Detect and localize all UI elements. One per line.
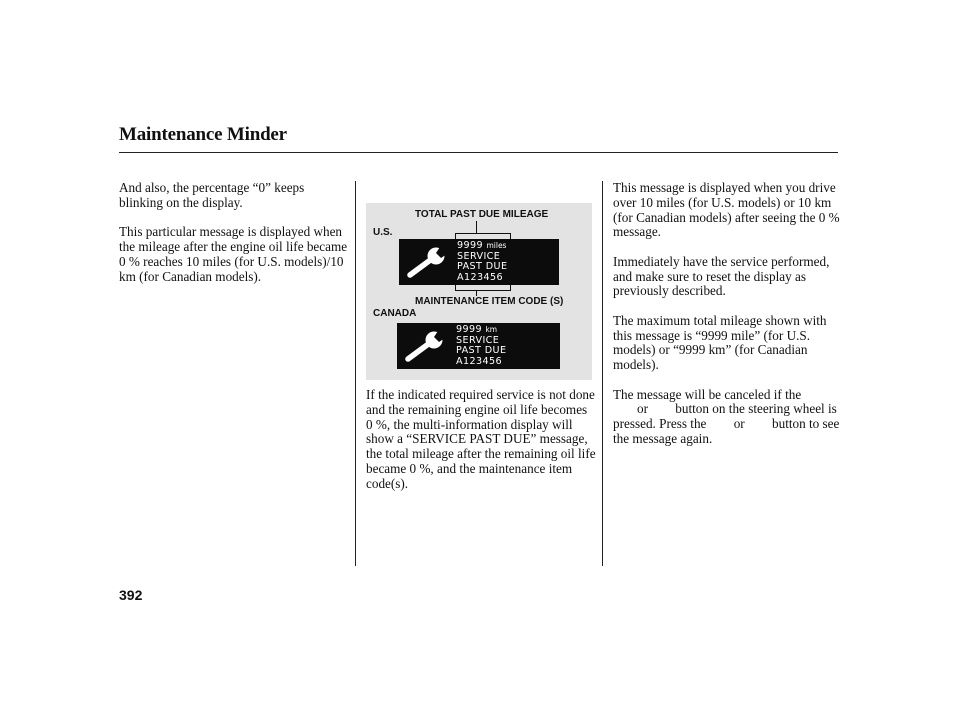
- title-rule: [119, 152, 838, 153]
- canada-past-due-text: PAST DUE: [456, 345, 507, 356]
- canada-mileage-row: [456, 325, 497, 336]
- right-paragraph-2: Immediately have the service performed, and make sure to reset the display as previously described.: [613, 253, 830, 299]
- column-divider-left: [355, 181, 356, 566]
- right-column: [613, 181, 845, 461]
- canada-item-code: A123456: [456, 355, 502, 367]
- column-divider-right: [602, 181, 603, 566]
- left-paragraph-1: And also, the percentage “0” keeps blinking on the display.: [119, 180, 305, 210]
- page-number: 392: [119, 587, 143, 603]
- canada-lcd-display: [397, 323, 560, 369]
- us-mileage-row: [457, 241, 506, 252]
- us-past-due-text: PAST DUE: [457, 261, 508, 272]
- right-paragraph-4: [613, 388, 845, 447]
- label-canada: CANADA: [373, 308, 417, 319]
- p4-text-b: button on the steering wheel is pressed. Press the: [613, 401, 837, 432]
- left-paragraph-2: This particular message is displayed when the mileage after the engine oil life became 0 % reaches 10 miles (for U.S. models)/10 km (for Canadian models).: [119, 224, 348, 284]
- middle-column: [366, 388, 596, 506]
- label-us: U.S.: [373, 227, 393, 238]
- label-total-past-due-mileage: TOTAL PAST DUE MILEAGE: [415, 209, 549, 220]
- label-maintenance-item-code: MAINTENANCE ITEM CODE (S): [415, 296, 564, 307]
- right-paragraph-1: This message is displayed when you drive over 10 miles (for U.S. models) or 10 km (for Canadian models) after seeing the 0 % message.: [613, 180, 840, 240]
- stem-total-mileage: [476, 221, 477, 233]
- p4-text-a: The message will be canceled if the: [613, 386, 802, 402]
- left-column: [119, 181, 349, 299]
- p4-or-2: or: [733, 416, 745, 432]
- bracket-item-code: [455, 285, 511, 291]
- wrench-icon: [405, 330, 447, 362]
- middle-paragraph-1: If the indicated required service is not done and the remaining engine oil life becomes 0 %, the multi-information display will show a “SERVICE PAST DUE” message, the total mileage after the remaining oil life became 0 %, and the maintenance item code(s).: [366, 387, 596, 491]
- us-service-text: SERVICE: [457, 250, 501, 262]
- us-item-code: A123456: [457, 271, 503, 283]
- canada-service-text: SERVICE: [456, 334, 500, 346]
- page-title: Maintenance Minder: [119, 124, 287, 145]
- us-mileage-value: 9999: [457, 240, 484, 251]
- canada-mileage-unit: km: [485, 325, 498, 334]
- us-lcd-display: [399, 239, 559, 285]
- canada-mileage-value: 9999: [456, 324, 483, 335]
- right-paragraph-3: The maximum total mileage shown with this message is “9999 mile” (for U.S. models) or “9999 km” (for Canadian models).: [613, 312, 827, 373]
- service-past-due-figure: [366, 203, 592, 380]
- us-mileage-unit: miles: [486, 241, 507, 250]
- wrench-icon: [407, 246, 449, 278]
- p4-or-1: or: [637, 401, 648, 417]
- p4-text-c: button to see the message again.: [613, 416, 840, 446]
